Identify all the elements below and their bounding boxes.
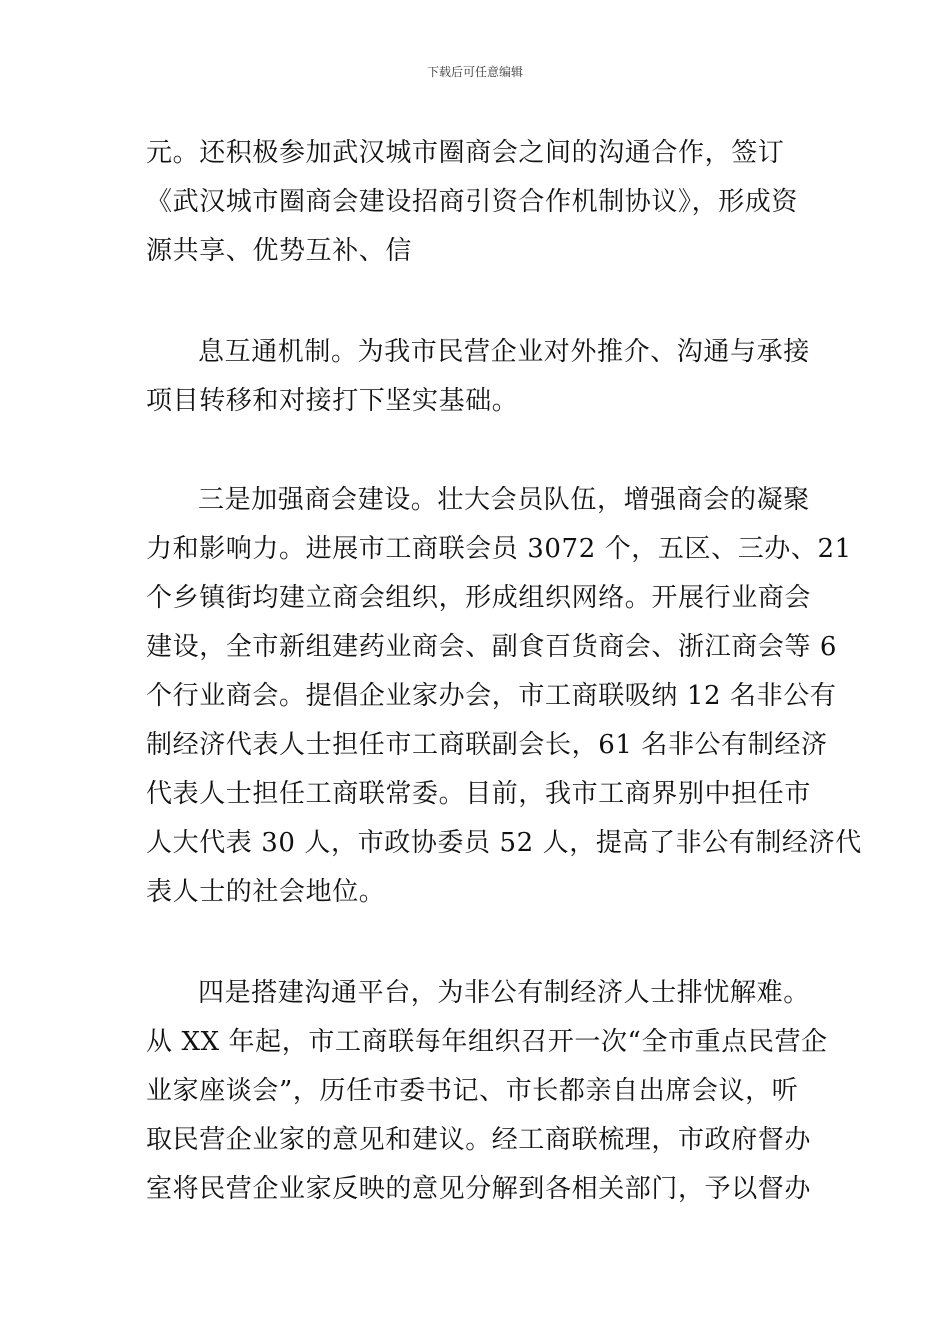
paragraph-line: 取民营企业家的意见和建议。经工商联梳理，市政府督办 bbox=[146, 1125, 812, 1155]
paragraph-line: 建设，全市新组建药业商会、副食百货商会、浙江商会等 6 bbox=[146, 632, 838, 662]
paragraph-line: 力和影响力。进展市工商联会员 3072 个，五区、三办、21 bbox=[146, 534, 852, 564]
paragraph-line: 项目转移和对接打下坚实基础。 bbox=[146, 386, 519, 416]
paragraph-line: 《武汉城市圈商会建设招商引资合作机制协议》，形成资 bbox=[146, 187, 799, 217]
paragraph-4 bbox=[146, 969, 828, 1214]
paragraph-line: 三是加强商会建设。壮大会员队伍，增强商会的凝聚 bbox=[198, 485, 810, 515]
paragraph-line: 表人士的社会地位。 bbox=[146, 877, 386, 907]
page-header: 下载后可任意编辑 bbox=[426, 65, 523, 79]
paragraph-line: 四是搭建沟通平台，为非公有制经济人士排忧解难。 bbox=[198, 978, 810, 1008]
paragraph-3 bbox=[146, 476, 862, 917]
paragraph-line: 个乡镇街均建立商会组织，形成组织网络。开展行业商会 bbox=[146, 583, 812, 613]
paragraph-line: 元。还积极参加武汉城市圈商会之间的沟通合作，签订 bbox=[146, 138, 785, 168]
paragraph-line: 人大代表 30 人，市政协委员 52 人，提高了非公有制经济代 bbox=[146, 828, 862, 858]
paragraph-line: 从 XX 年起，市工商联每年组织召开一次“全市重点民营企 bbox=[146, 1027, 828, 1057]
paragraph-2 bbox=[146, 328, 810, 426]
paragraph-line: 息互通机制。为我市民营企业对外推介、沟通与承接 bbox=[198, 337, 810, 367]
paragraph-line: 代表人士担任工商联常委。目前，我市工商界别中担任市 bbox=[146, 779, 812, 809]
paragraph-line: 个行业商会。提倡企业家办会，市工商联吸纳 12 名非公有 bbox=[146, 681, 837, 711]
paragraph-line: 室将民营企业家反映的意见分解到各相关部门，予以督办 bbox=[146, 1174, 812, 1204]
paragraph-line: 制经济代表人士担任市工商联副会长，61 名非公有制经济 bbox=[146, 730, 828, 760]
paragraph-line: 业家座谈会”，历任市委书记、市长都亲自出席会议，听 bbox=[146, 1076, 799, 1106]
paragraph-line: 源共享、优势互补、信 bbox=[146, 236, 413, 266]
paragraph-1 bbox=[146, 129, 806, 276]
